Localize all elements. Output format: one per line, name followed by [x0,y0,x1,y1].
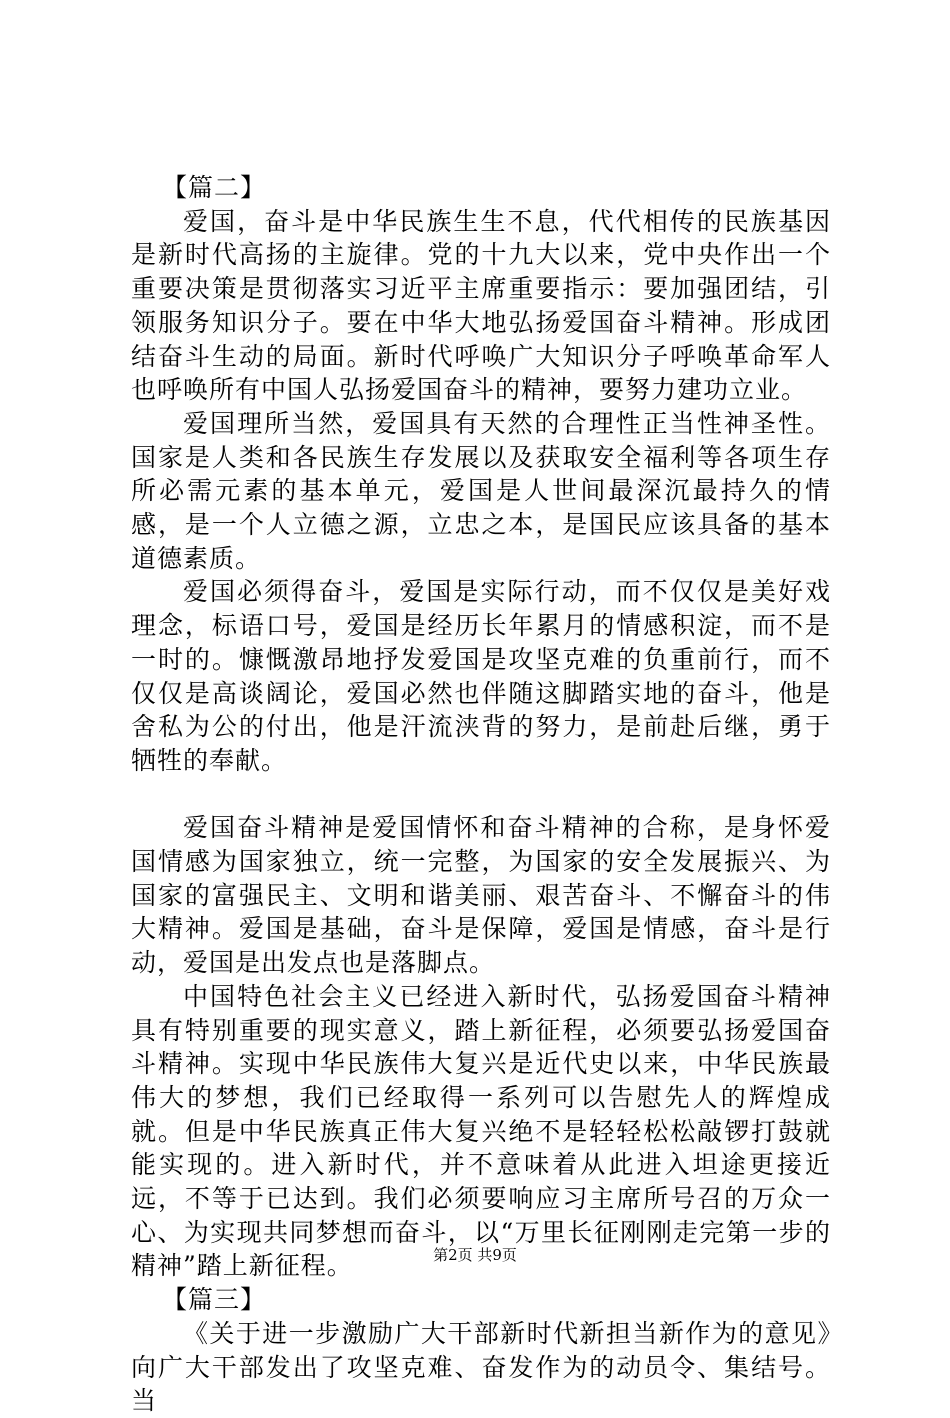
paragraph: 《关于进一步激励广大干部新时代新担当新作为的意见》向广大干部发出了攻坚克难、奋发作为的动员令、集结号。当 [131,1318,831,1416]
paragraph: 爱国理所当然，爱国具有天然的合理性正当性神圣性。国家是人类和各民族生存发展以及获取安全福利等各项生存所必需元素的基本单元，爱国是人世间最深沉最持久的情感，是一个人立德之源，立忠之本，是国民应该具备的基本道德素质。 [131,408,831,573]
page-number-footer: 第2页 共9页 [433,1246,517,1264]
section-heading: 【篇三】 [162,1285,267,1315]
paragraph: 爱国，奋斗是中华民族生生不息，代代相传的民族基因是新时代高扬的主旋律。党的十九大以来，党中央作出一个重要决策是贯彻落实习近平主席重要指示：要加强团结，引领服务知识分子。要在中华大地弘扬爱国奋斗精神。形成团结奋斗生动的局面。新时代呼唤广大知识分子呼唤革命军人也呼唤所有中国人弘扬爱国奋斗的精神，要努力建功立业。 [131,206,831,405]
paragraph: 爱国必须得奋斗，爱国是实际行动，而不仅仅是美好戏理念，标语口号，爱国是经历长年累月的情感积淀，而不是一时的。慷慨激昂地抒发爱国是攻坚克难的负重前行，而不仅仅是高谈阔论，爱国必然也伴随这脚踏实地的奋斗，他是舍私为公的付出，他是汗流浃背的努力，是前赴后继，勇于牺牲的奉献。 [131,577,831,775]
section-heading: 【篇二】 [162,173,267,202]
paragraph: 中国特色社会主义已经进入新时代，弘扬爱国奋斗精神具有特别重要的现实意义，踏上新征程，必须要弘扬爱国奋斗精神。实现中华民族伟大复兴是近代史以来，中华民族最伟大的梦想，我们已经取得一系列可以告慰先人的辉煌成就。但是中华民族真正伟大复兴绝不是轻轻松松敲锣打鼓就能实现的。进入新时代，并不意味着从此进入坦途更接近远，不等于已达到。我们必须要响应习主席所号召的万众一心、为实现共同梦想而奋斗，以“万里长征刚刚走完第一步的精神”踏上新征程。 [131,981,831,1281]
document-body [131,171,831,1418]
paragraph: 爱国奋斗精神是爱国情怀和奋斗精神的合称，是身怀爱国情感为国家独立，统一完整，为国家的安全发展振兴、为国家的富强民主、文明和谐美丽、艰苦奋斗、不懈奋斗的伟大精神。爱国是基础，奋斗是保障，爱国是情感，奋斗是行动，爱国是出发点也是落脚点。 [131,813,831,978]
